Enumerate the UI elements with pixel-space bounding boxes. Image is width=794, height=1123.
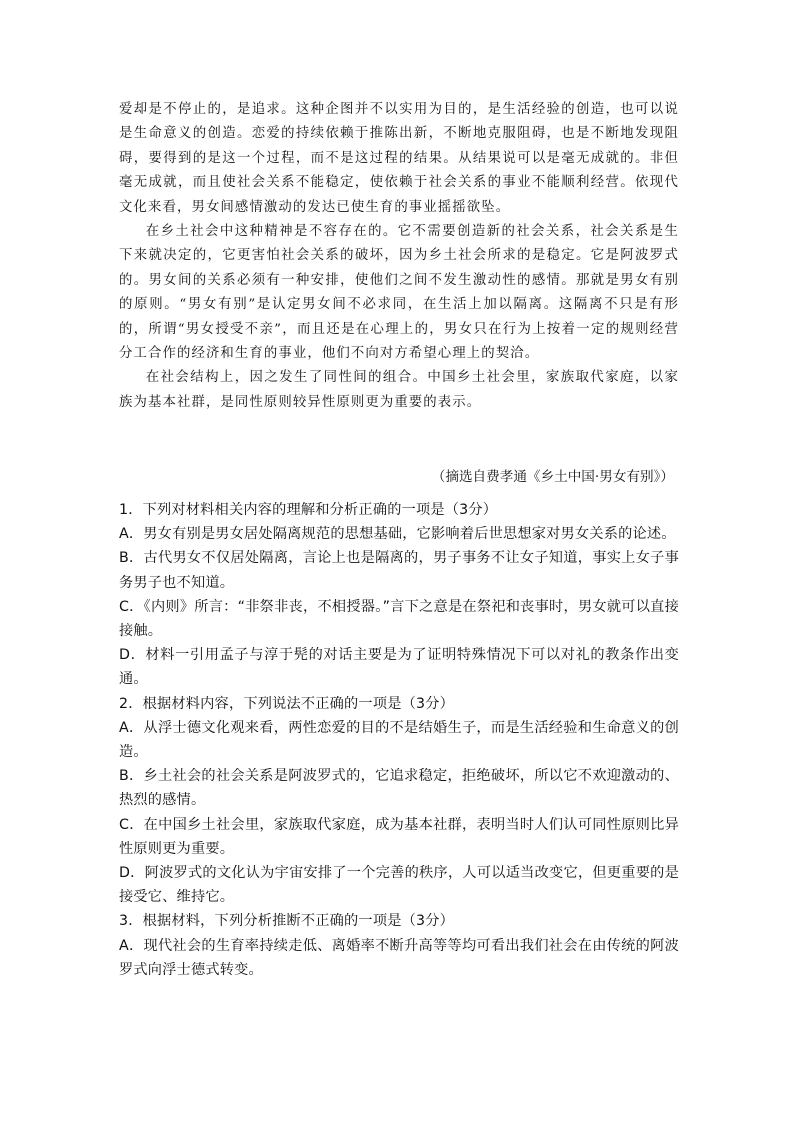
passage-source: （摘选自费孝通《乡土中国·男女有别》）: [431, 469, 674, 485]
answer-option: A．现代社会的生育率持续走低、离婚率不断升高等等均可看出我们社会在由传统的阿波罗式向浮士德式转变。: [119, 937, 679, 978]
answer-option: C．《内则》所言：“非祭非丧，不相授器。”言下之意是在祭祀和丧事时，男女就可以直接接触。: [119, 598, 679, 640]
answer-option: A．从浮士德文化观来看，两性恋爱的目的不是结婚生子，而是生活经验和生命意义的创造。: [119, 719, 679, 761]
answer-option: D．阿波罗式的文化认为宇宙安排了一个完善的秩序，人可以适当改变它，但更重要的是接受它、维持它。: [119, 865, 679, 906]
answer-option: A．男女有别是男女居处隔离规范的思想基础，它影响着后世思想家对男女关系的论述。: [119, 526, 676, 543]
passage-paragraph: 爱却是不停止的，是追求。这种企图并不以实用为目的，是生活经验的创造，也可以说是生命意义的创造。恋爱的持续依赖于推陈出新，不断地克服阻碍，也是不断地发现阻碍，要得到的是这一个过程，而不是这过程的结果。从结果说可以是毫无成就的。非但毫无成就，而且使社会关系不能稳定，使依赖于社会关系的事业不能顺利经营。依现代文化来看，男女间感情激动的发达已使生育的事业摇摇欲坠。: [119, 102, 679, 215]
answer-option: C．在中国乡土社会里，家族取代家庭，成为基本社群，表明当时人们认可同性原则比异性原则更为重要。: [119, 816, 679, 857]
reading-passage: [119, 98, 679, 415]
question-stem: 1．下列对材料相关内容的理解和分析正确的一项是（3分）: [119, 502, 498, 518]
passage-paragraph: 在乡土社会中这种精神是不容存在的。它不需要创造新的社会关系，社会关系是生下来就决定的，它更害怕社会关系的破坏，因为乡土社会所求的是稳定。它是阿波罗式的。男女间的关系必须有一种安排，使他们之间不发生激动性的感情。那就是男女有别的原则。“男女有别”是认定男女间不必求同，在生活上加以隔离。这隔离不只是有形的，所谓“男女授受不亲”，而且还是在心理上的，男女只在行为上按着一定的规则经营分工合作的经济和生育的事业，他们不向对方希望心理上的契洽。: [119, 224, 679, 362]
question-section: [119, 498, 679, 982]
passage-paragraph: 在社会结构上，因之发生了同性间的组合。中国乡土社会里，家族取代家庭，以家族为基本社群，是同性原则较异性原则更为重要的表示。: [119, 370, 679, 410]
question-stem: 2．根据材料内容，下列说法不正确的一项是（3分）: [119, 695, 454, 712]
question-stem: 3．根据材料，下列分析推断不正确的一项是（3分）: [119, 913, 454, 930]
answer-option: B．古代男女不仅居处隔离，言论上也是隔离的，男子事务不让女子知道，事实上女子事务男子也不知道。: [119, 550, 679, 591]
answer-option: D．材料一引用孟子与淳于髡的对话主要是为了证明特殊情况下可以对礼的教条作出变通。: [119, 647, 679, 688]
answer-option: B．乡土社会的社会关系是阿波罗式的，它追求稳定，拒绝破坏，所以它不欢迎激动的、热烈的感情。: [119, 768, 679, 809]
